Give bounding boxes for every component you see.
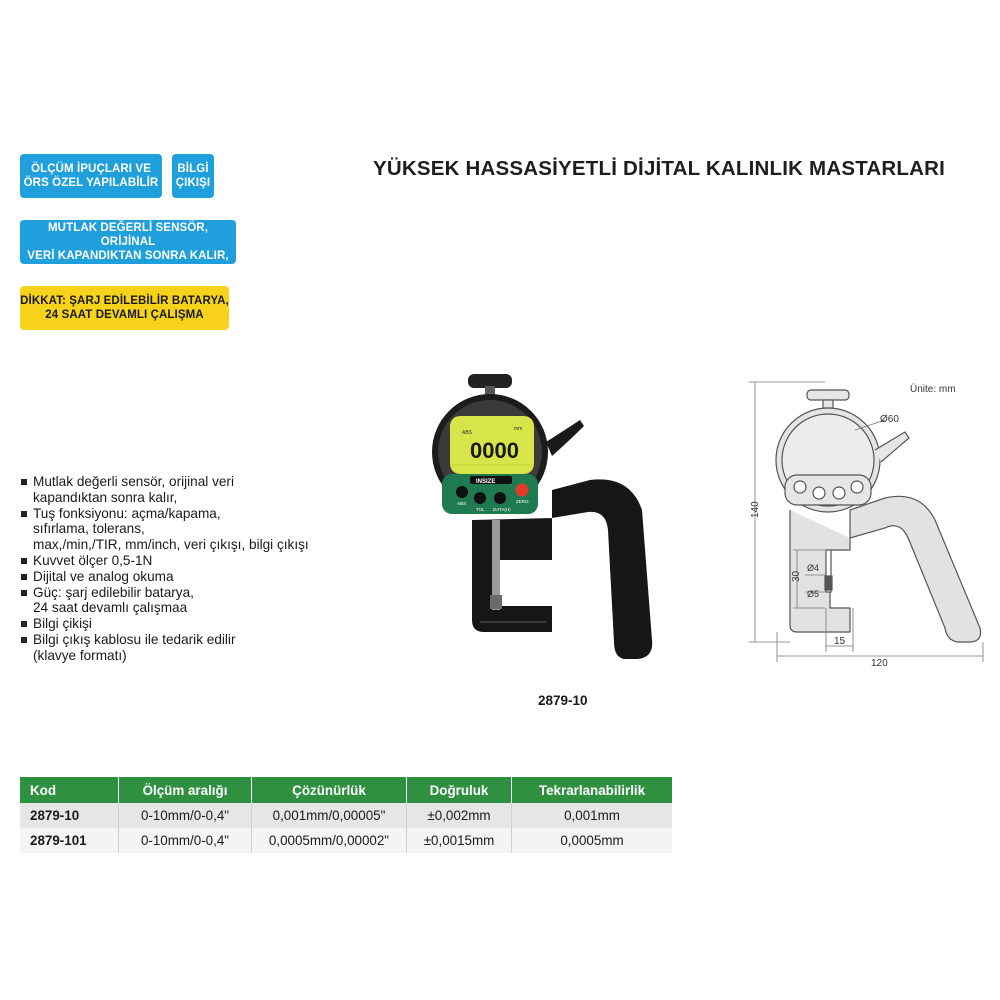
- table-cell: ±0,0015mm: [407, 828, 512, 853]
- badge-line: VERİ KAPANDIKTAN SONRA KALIR,: [27, 250, 229, 262]
- feature-list: [20, 474, 309, 664]
- table-cell: 0,0005mm: [512, 828, 673, 853]
- feature-item-cont: (klavye formatı): [33, 647, 127, 663]
- table-cell: 0-10mm/0-0,4": [119, 828, 252, 853]
- data-button: [494, 492, 506, 504]
- feature-item: Dijital ve analog okuma: [20, 569, 309, 585]
- table-header-row: [20, 777, 672, 803]
- table-cell: 0,001mm: [512, 803, 673, 828]
- dim-depth: 30: [791, 570, 802, 582]
- badge-line: ÇIKIŞI: [175, 177, 211, 189]
- dim-height: 140: [750, 501, 761, 518]
- unit-label: Ünite: mm: [910, 384, 956, 395]
- lcd-value: 0000: [470, 438, 519, 463]
- table-row: [20, 828, 672, 853]
- dim-d5: Ø5: [807, 589, 820, 599]
- table-cell: 2879-10: [20, 803, 119, 828]
- badge-line: ÖLÇÜM İPUÇLARI VE: [31, 163, 151, 175]
- abs-label: ABS: [457, 501, 467, 506]
- col-header: Tekrarlanabilirlik: [512, 777, 673, 803]
- tol-label: TOL: [476, 507, 485, 512]
- data-label: DATA(H): [493, 507, 511, 512]
- badge-absolute-sensor: [20, 220, 236, 264]
- model-label: 2879-10: [538, 693, 588, 708]
- product-image: [420, 370, 670, 670]
- col-header: Ölçüm aralığı: [119, 777, 252, 803]
- badge-line: 24 SAAT DEVAMLI ÇALIŞMA: [45, 309, 204, 321]
- brand-logo: INSIZE: [476, 479, 496, 485]
- badge-line: DİKKAT: ŞARJ EDİLEBİLİR BATARYA,: [20, 295, 229, 307]
- zero-button: [516, 484, 529, 497]
- badge-line: ÖRS ÖZEL YAPILABİLİR: [23, 177, 159, 189]
- dim-diameter: Ø60: [880, 414, 899, 425]
- lcd-abs: ABS: [462, 430, 473, 436]
- feature-item-cont: kapandıktan sonra kalır,: [33, 489, 178, 505]
- badge-line: MUTLAK DEĞERLİ SENSÖR, ORİJİNAL: [47, 222, 208, 248]
- feature-item: Güç: şarj edilebilir batarya,: [20, 585, 309, 601]
- feature-item: Mutlak değerli sensör, orijinal veri: [20, 474, 309, 490]
- dim-120: 120: [871, 658, 888, 669]
- feature-item: Kuvvet ölçer 0,5-1N: [20, 553, 309, 569]
- zero-label: ZERO: [516, 499, 529, 504]
- technical-drawing: [735, 370, 995, 670]
- table-cell: 0,001mm/0,00005": [252, 803, 407, 828]
- col-header: Doğruluk: [407, 777, 512, 803]
- lift-knob: [468, 374, 512, 388]
- feature-item-cont: max,/min,/TIR, mm/inch, veri çıkışı, bilgi çıkışı: [33, 537, 309, 553]
- feature-item-cont: sıfırlama, tolerans,: [33, 521, 145, 537]
- lift-lever: [546, 420, 584, 456]
- lcd-unit: mm: [514, 426, 523, 432]
- abs-button: [456, 486, 468, 498]
- col-header: Çözünürlük: [252, 777, 407, 803]
- spec-table: [20, 777, 672, 853]
- badge-data-output: [172, 154, 214, 198]
- dim-d4: Ø4: [807, 563, 820, 573]
- feature-item-cont: 24 saat devamlı çalışmaa: [33, 600, 188, 616]
- table-row: [20, 803, 672, 828]
- feature-item: Tuş fonksiyonu: açma/kapama,: [20, 506, 309, 522]
- badge-battery-warning: [20, 286, 229, 330]
- table-cell: 0,0005mm/0,00002": [252, 828, 407, 853]
- table-cell: 0-10mm/0-0,4": [119, 803, 252, 828]
- badge-line: BİLGİ: [177, 163, 209, 175]
- feature-item: Bilgi çikişi: [20, 616, 309, 632]
- tol-button: [474, 492, 486, 504]
- col-header: Kod: [20, 777, 119, 803]
- feature-item: Bilgi çıkış kablosu ile tedarik edilir: [20, 632, 309, 648]
- badge-measuring-tips: [20, 154, 162, 198]
- dim-15: 15: [834, 636, 846, 647]
- table-cell: 2879-101: [20, 828, 119, 853]
- table-cell: ±0,002mm: [407, 803, 512, 828]
- page-title: YÜKSEK HASSASİYETLİ DİJİTAL KALINLIK MASTARLARI: [373, 157, 946, 180]
